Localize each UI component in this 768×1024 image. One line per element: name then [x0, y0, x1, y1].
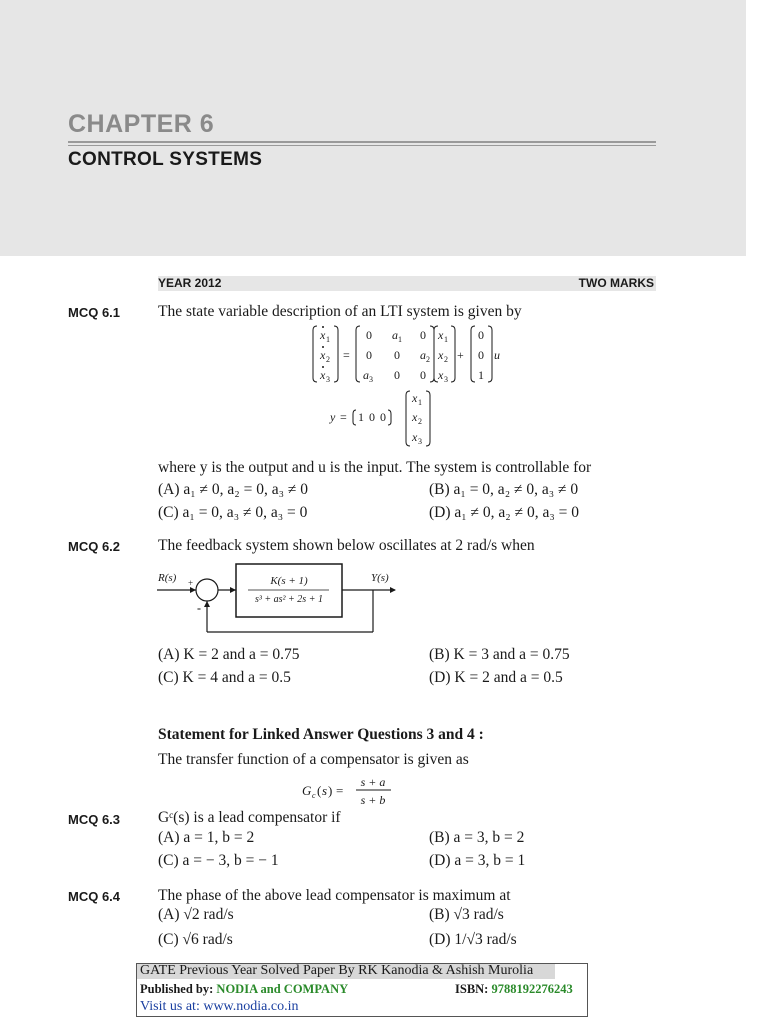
linked-text: The transfer function of a compensator is given as: [158, 751, 469, 768]
svg-text:x: x: [412, 430, 418, 444]
footer-publisher: [140, 982, 348, 997]
svg-text:1: 1: [444, 335, 448, 344]
option-d[interactable]: (D) 1/√3 rad/s: [429, 931, 517, 948]
option-c[interactable]: (C) a₁ = 0, a₃ ≠ 0, a₃ = 0: [158, 504, 308, 521]
block-diagram: [155, 562, 405, 638]
chapter-number: CHAPTER 6: [68, 110, 215, 138]
svg-text:3: 3: [418, 437, 422, 446]
isbn-value: 9788192276243: [491, 982, 573, 996]
option-a[interactable]: (A) √2 rad/s: [158, 906, 234, 923]
plus-sign: +: [188, 578, 194, 588]
option-d[interactable]: (D) a₁ ≠ 0, a₂ ≠ 0, a₃ = 0: [429, 504, 579, 521]
svg-text:2: 2: [426, 355, 430, 364]
year-bar: [158, 276, 656, 291]
question-number: MCQ 6.4: [68, 889, 121, 904]
divider: [68, 145, 656, 146]
svg-text:2: 2: [444, 355, 448, 364]
svg-text:s: s: [322, 783, 328, 798]
svg-text:=: =: [343, 348, 350, 362]
footer-book-title: GATE Previous Year Solved Paper: [140, 963, 335, 978]
option-c[interactable]: (C) √6 rad/s: [158, 931, 233, 948]
svg-text:x: x: [320, 368, 326, 382]
publisher-name: NODIA and COMPANY: [216, 982, 349, 996]
svg-text:x: x: [412, 391, 418, 405]
option-a[interactable]: (A) K = 2 and a = 0.75: [158, 646, 300, 663]
svg-text:0: 0: [380, 410, 386, 424]
footer-website-link[interactable]: Visit us at: www.nodia.co.in: [140, 999, 299, 1014]
question-stem: Gᶜ(s) is a lead compensator if: [158, 809, 341, 826]
svg-text:x: x: [320, 348, 326, 362]
option-b[interactable]: (B) a = 3, b = 2: [429, 829, 525, 846]
input-label: R(s): [158, 572, 177, 584]
svg-text:u: u: [494, 348, 500, 362]
question-number: MCQ 6.2: [68, 539, 121, 554]
svg-text:3: 3: [369, 375, 373, 384]
svg-text:0: 0: [366, 328, 372, 342]
tf-numerator: K(s + 1): [270, 575, 308, 587]
svg-text:0: 0: [394, 368, 400, 382]
option-b[interactable]: (B) K = 3 and a = 0.75: [429, 646, 570, 663]
chapter-title: CONTROL SYSTEMS: [68, 149, 263, 170]
svg-text:0: 0: [478, 348, 484, 362]
marks-label: TWO MARKS: [578, 276, 654, 290]
minus-sign: -: [197, 601, 201, 615]
svg-text:1: 1: [478, 368, 484, 382]
svg-text:+: +: [457, 348, 464, 362]
svg-text:2: 2: [418, 417, 422, 426]
svg-text:3: 3: [326, 375, 330, 384]
svg-text:x: x: [412, 410, 418, 424]
svg-text:x: x: [438, 368, 444, 382]
svg-text:y: y: [330, 410, 336, 424]
tf-denominator: s³ + as² + 2s + 1: [255, 594, 323, 605]
svg-text:1: 1: [418, 398, 422, 407]
output-label: Y(s): [371, 572, 389, 584]
divider: [68, 141, 656, 143]
linked-heading: Statement for Linked Answer Questions 3 and 4 :: [158, 726, 484, 743]
svg-text:0: 0: [478, 328, 484, 342]
option-a[interactable]: (A) a = 1, b = 2: [158, 829, 255, 846]
svg-text:0: 0: [394, 348, 400, 362]
option-a[interactable]: (A) a₁ ≠ 0, a₂ = 0, a₃ ≠ 0: [158, 481, 308, 498]
svg-text:c: c: [312, 791, 316, 800]
question-stem: The feedback system shown below oscillates at 2 rad/s when: [158, 537, 535, 554]
svg-text:1: 1: [398, 335, 402, 344]
svg-text:s + a: s + a: [360, 775, 386, 789]
question-stem: The phase of the above lead compensator is maximum at: [158, 887, 511, 904]
question-stem: The state variable description of an LTI system is given by: [158, 303, 522, 320]
svg-text:a: a: [420, 348, 426, 362]
output-equation: [328, 390, 438, 448]
svg-text:): ): [328, 783, 333, 798]
option-b[interactable]: (B) a₁ = 0, a₂ ≠ 0, a₃ ≠ 0: [429, 481, 579, 498]
svg-text:a: a: [363, 368, 369, 382]
publisher-footer: [136, 963, 588, 1017]
option-c[interactable]: (C) a = − 3, b = − 1: [158, 852, 279, 869]
isbn-label: ISBN:: [455, 982, 492, 996]
svg-text:a: a: [392, 328, 398, 342]
option-c[interactable]: (C) K = 4 and a = 0.5: [158, 669, 291, 686]
svg-text:(: (: [317, 783, 322, 798]
footer-isbn: [455, 982, 573, 997]
svg-text:0: 0: [366, 348, 372, 362]
svg-text:x: x: [438, 328, 444, 342]
svg-text:0: 0: [420, 368, 426, 382]
option-b[interactable]: (B) √3 rad/s: [429, 906, 504, 923]
state-equation: [310, 322, 510, 388]
footer-title: [140, 963, 533, 979]
svg-text:s + b: s + b: [360, 793, 386, 807]
option-d[interactable]: (D) a = 3, b = 1: [429, 852, 526, 869]
question-number: MCQ 6.3: [68, 812, 121, 827]
question-number: MCQ 6.1: [68, 305, 121, 320]
option-d[interactable]: (D) K = 2 and a = 0.5: [429, 669, 563, 686]
svg-text:x: x: [320, 328, 326, 342]
compensator-equation: [300, 773, 400, 809]
svg-text:2: 2: [326, 355, 330, 364]
question-text: where y is the output and u is the input. The system is controllable for: [158, 459, 592, 476]
svg-text:0: 0: [420, 328, 426, 342]
svg-text:=: =: [336, 783, 344, 798]
published-label: Published by:: [140, 982, 217, 996]
svg-text:1: 1: [326, 335, 330, 344]
svg-text:0: 0: [369, 410, 375, 424]
svg-text:=: =: [340, 410, 347, 424]
year-label: YEAR 2012: [158, 276, 222, 290]
svg-text:3: 3: [444, 375, 448, 384]
svg-text:x: x: [438, 348, 444, 362]
svg-text:G: G: [302, 783, 312, 798]
svg-text:1: 1: [358, 410, 364, 424]
footer-authors: By RK Kanodia & Ashish Murolia: [334, 963, 534, 978]
